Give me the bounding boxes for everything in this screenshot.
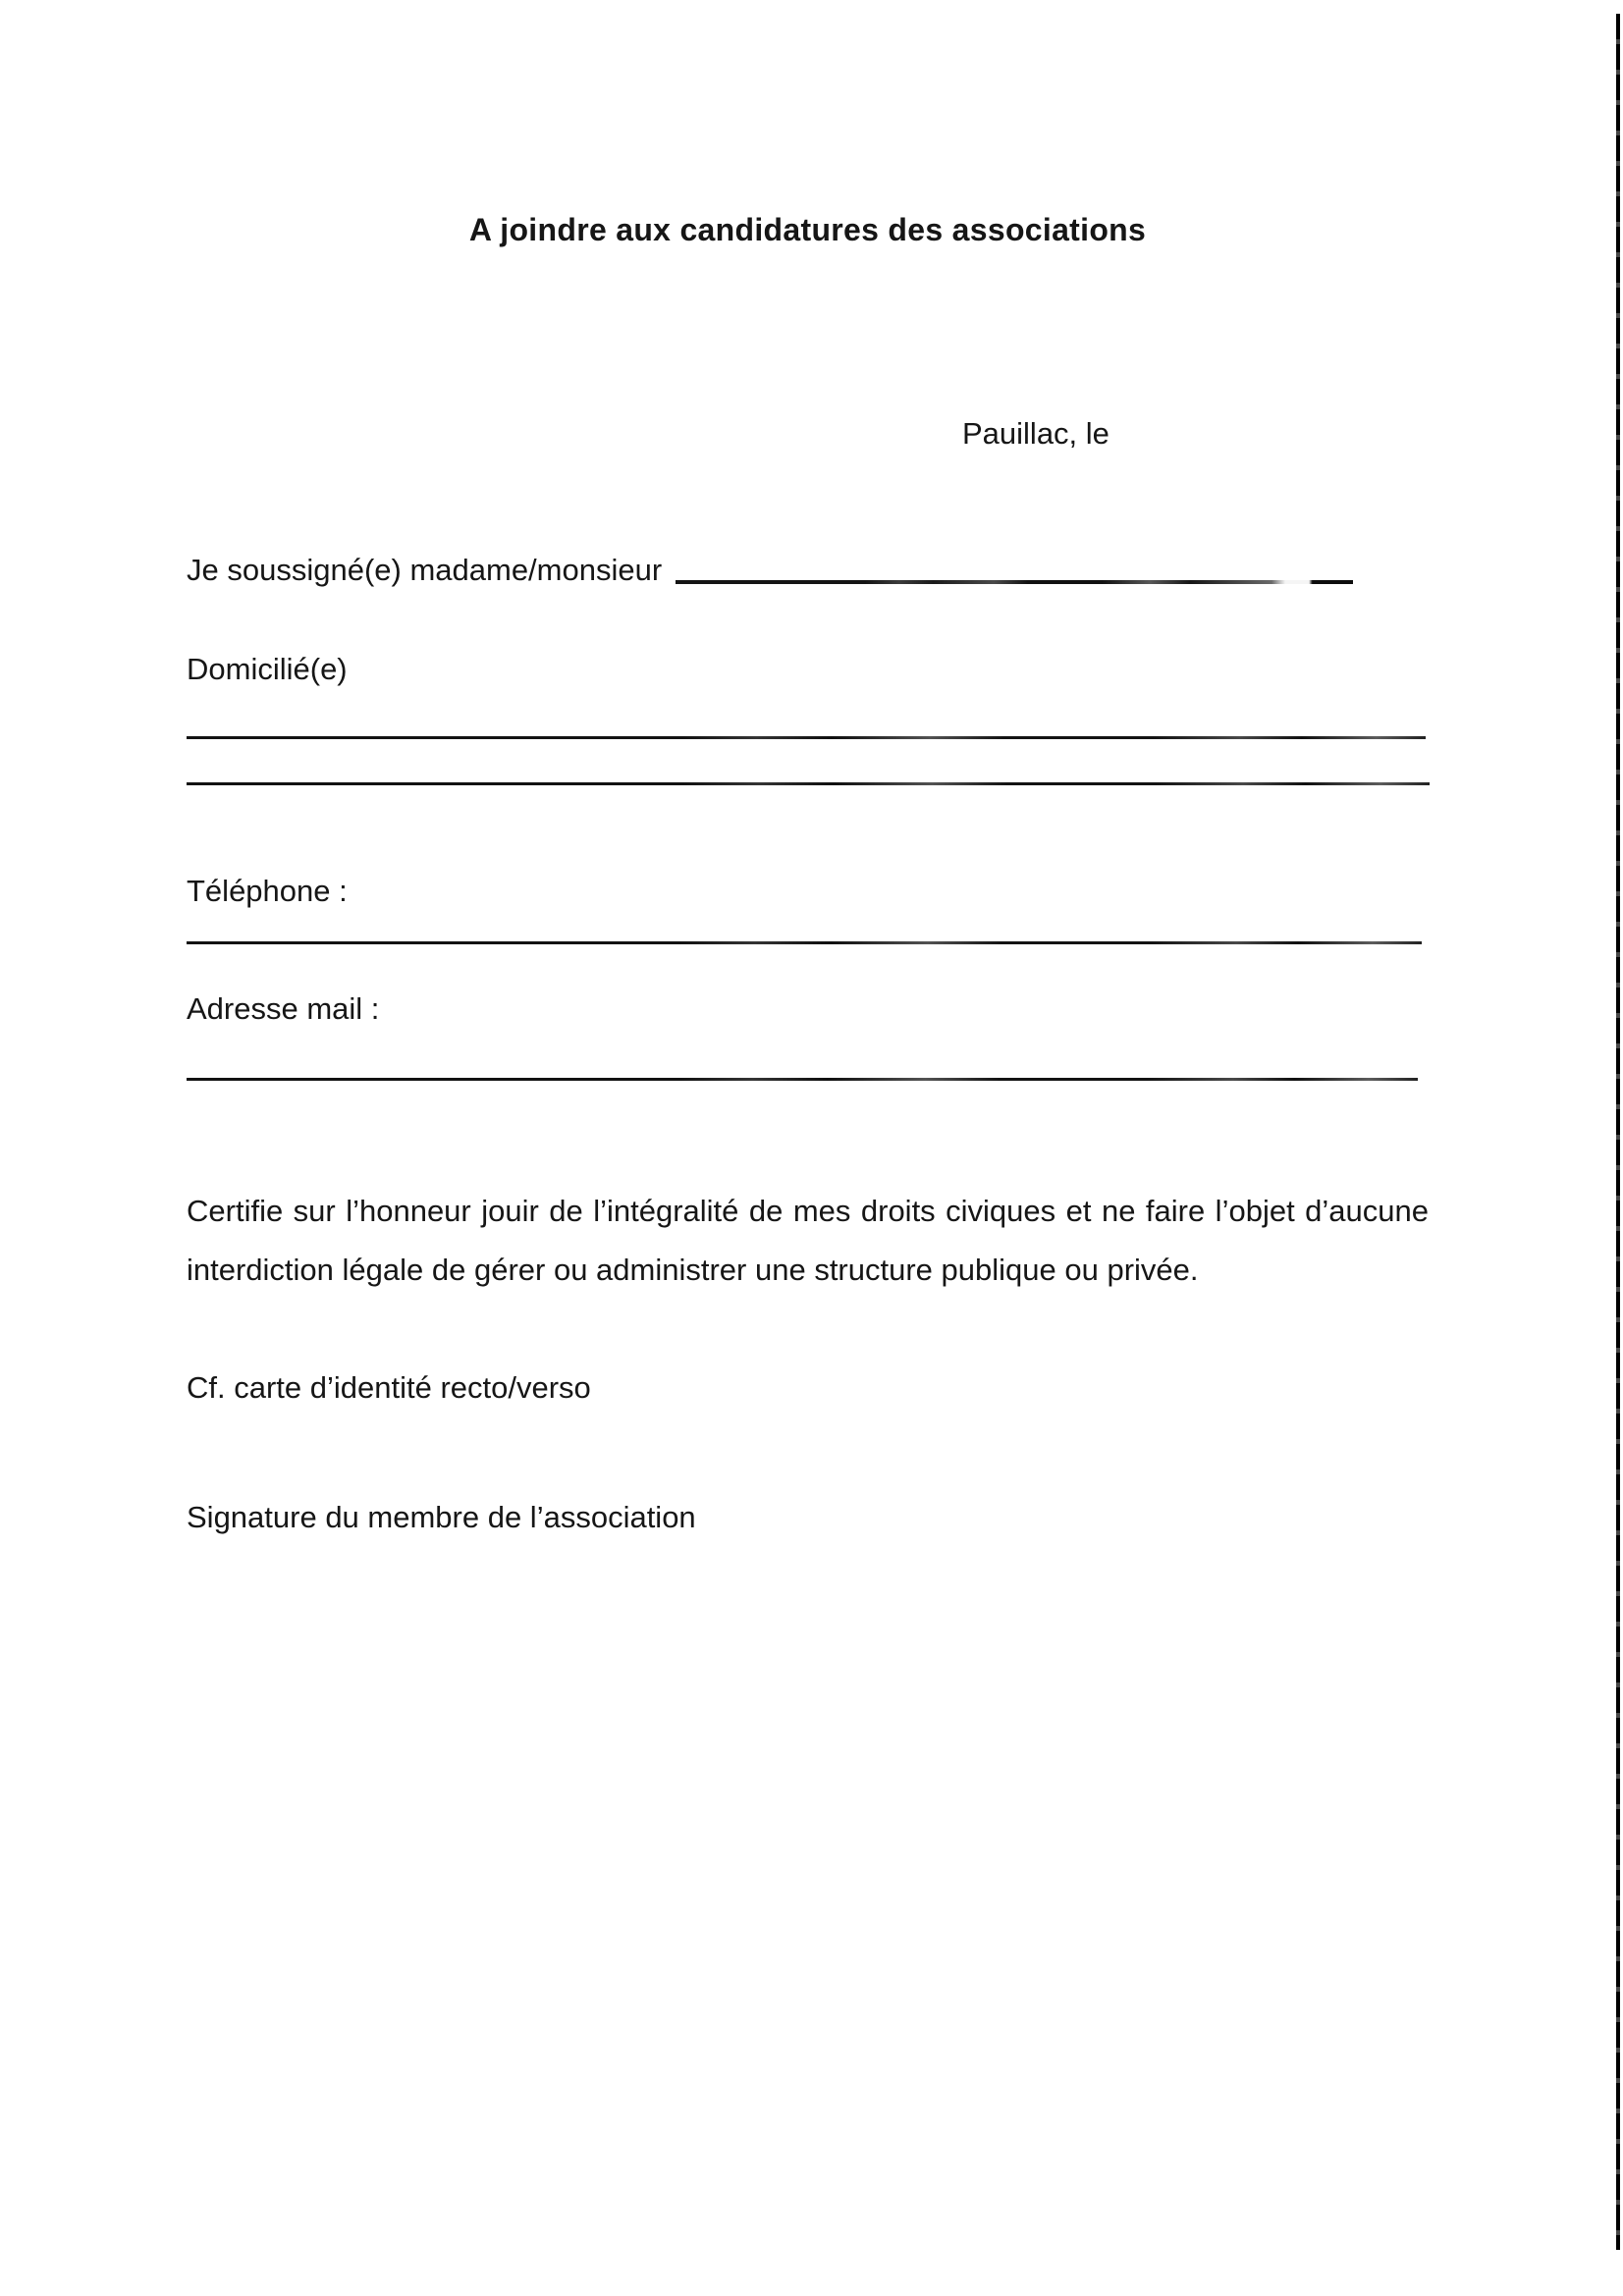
- sworn-statement-label: Je soussigné(e) madame/monsieur: [187, 553, 663, 587]
- certification-paragraph: Certifie sur l’honneur jouir de l’intégralité de mes droits civiques et ne faire l’objet d’aucune interdiction légale de gérer ou administrer une structure publique ou privée.: [187, 1194, 1429, 1287]
- name-write-line: [676, 580, 1353, 584]
- page-title: A joindre aux candidatures des associations: [468, 212, 1147, 247]
- domicile-label: Domicilié(e): [187, 652, 348, 686]
- signature-label: Signature du membre de l’association: [187, 1500, 696, 1534]
- id-card-note: Cf. carte d’identité recto/verso: [187, 1370, 591, 1405]
- place-date-line: Pauillac, le: [962, 416, 1109, 451]
- email-write-line: [187, 1078, 1418, 1081]
- email-label: Adresse mail :: [187, 991, 380, 1026]
- domicile-write-line-1: [187, 736, 1426, 739]
- phone-write-line: [187, 941, 1422, 944]
- scan-edge-artifact: [1616, 14, 1620, 2250]
- sworn-statement-row: [187, 552, 1353, 589]
- domicile-write-line-2: [187, 782, 1430, 785]
- phone-label: Téléphone :: [187, 874, 348, 908]
